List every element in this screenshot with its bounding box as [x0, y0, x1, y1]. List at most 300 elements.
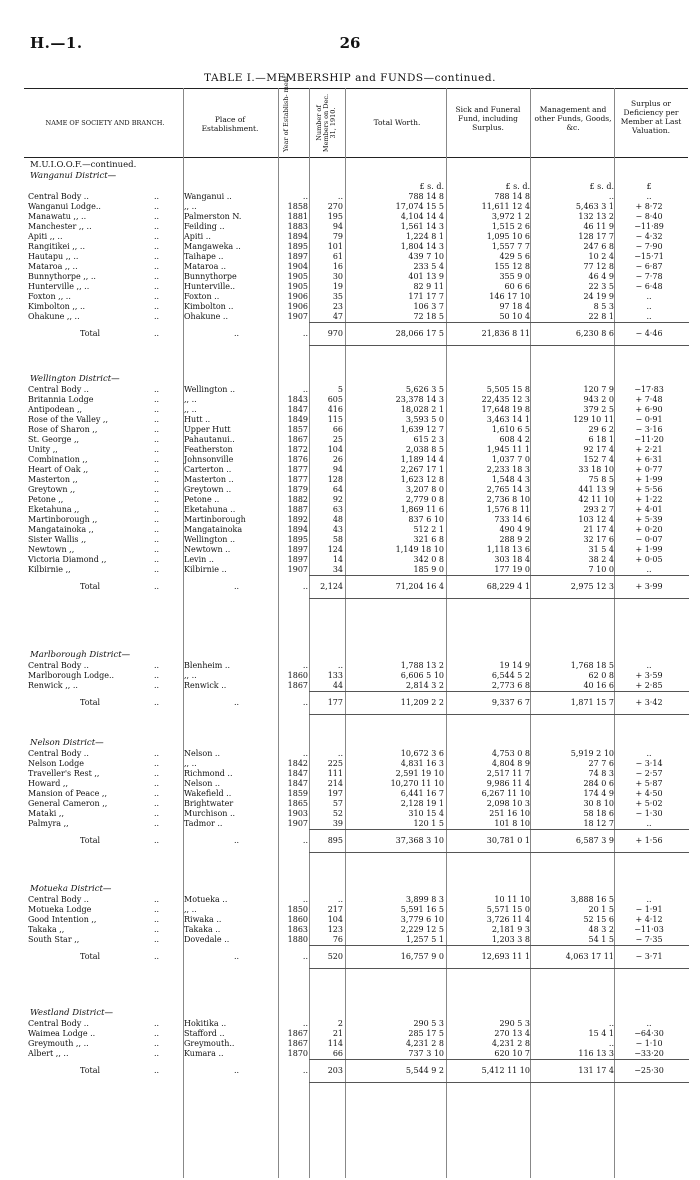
sick-fund-sum: 21,836 8 11 [481, 329, 530, 338]
table-row [24, 405, 688, 415]
total-worth: 4,104 14 4 [400, 212, 444, 221]
total-worth: 401 13 9 [408, 272, 444, 281]
total-worth: 1,149 18 10 [395, 545, 444, 554]
total-rule-bottom [309, 714, 689, 715]
year-established: 1907 [287, 819, 308, 828]
member-count: 2 [337, 1019, 343, 1028]
year-established: 1843 [287, 395, 308, 404]
sick-funeral-fund: 1,118 13 6 [486, 545, 530, 554]
place-of-establishment: Mangatainoka [184, 525, 243, 534]
year-established: 1857 [287, 425, 308, 434]
member-count: 34 [332, 565, 343, 574]
management-fund: 1,768 18 5 [570, 661, 614, 670]
total-worth: 5,591 16 5 [400, 905, 444, 914]
management-fund-sum: 1,871 15 7 [570, 698, 614, 707]
place-of-establishment: Johnsonville [184, 455, 234, 464]
table-row [24, 202, 688, 212]
sick-funeral-fund: 1,037 7 0 [491, 455, 530, 464]
total-worth: 1,257 5 1 [405, 935, 444, 944]
member-count: 225 [327, 759, 343, 768]
society-branch-name: Newtown ,, [28, 545, 75, 554]
col-surplus-header: Surplus or Deficiency per Member at Last Valuation. [620, 99, 682, 135]
management-fund: 10 2 4 [588, 252, 614, 261]
place-of-establishment: Motueka .. [184, 895, 228, 904]
total-worth: 310 15 4 [408, 809, 444, 818]
society-branch-name: Central Body .. [28, 192, 89, 201]
management-fund: 18 12 7 [583, 819, 614, 828]
page-number: 26 [339, 34, 361, 52]
leader-dots: .. [154, 545, 160, 554]
total-worth: 2,591 19 10 [395, 769, 444, 778]
society-branch-name: Kilbirnie ,, [28, 565, 71, 574]
total-year: .. [302, 952, 308, 961]
year-established: 1904 [287, 262, 308, 271]
place-of-establishment: ,, .. [184, 202, 197, 211]
surplus-deficiency: − 7·90 [635, 242, 663, 251]
table-row [24, 935, 688, 945]
member-count: 21 [332, 1029, 343, 1038]
total-worth: 2,267 17 1 [400, 465, 444, 474]
place-of-establishment: Eketahuna .. [184, 505, 236, 514]
sick-funeral-fund: 6,544 5 2 [491, 671, 530, 680]
total-worth: 171 17 7 [408, 292, 444, 301]
total-worth: 321 6 8 [413, 535, 444, 544]
total-worth: 106 3 7 [413, 302, 444, 311]
sick-funeral-fund: 3,972 1 2 [491, 212, 530, 221]
place-of-establishment: Stafford .. [184, 1029, 225, 1038]
management-fund: 58 18 6 [583, 809, 614, 818]
surplus-deficiency: + 6·90 [635, 405, 663, 414]
place-of-establishment: Hokitika .. [184, 1019, 227, 1028]
surplus-deficiency: −64·30 [634, 1029, 664, 1038]
management-fund: 21 17 4 [583, 525, 614, 534]
year-established: 1897 [287, 545, 308, 554]
member-count: 64 [332, 485, 343, 494]
member-count: 25 [332, 435, 343, 444]
surplus-deficiency: .. [646, 565, 652, 574]
sick-funeral-fund: 290 5 3 [499, 1019, 530, 1028]
table-row [24, 292, 688, 302]
place-of-establishment: Kumara .. [184, 1049, 224, 1058]
management-fund: 3,888 16 5 [570, 895, 614, 904]
total-worth: 17,074 15 5 [395, 202, 444, 211]
society-branch-name: Howard ,, [28, 779, 68, 788]
place-of-establishment: Nelson .. [184, 749, 220, 758]
surplus-deficiency: + 5·87 [635, 779, 663, 788]
total-members: 970 [327, 329, 343, 338]
place-of-establishment: ,, .. [184, 395, 197, 404]
surplus-deficiency: −15·71 [634, 252, 664, 261]
sick-funeral-fund: 3,726 11 4 [486, 915, 530, 924]
year-established: .. [302, 895, 308, 904]
year-established: 1877 [287, 475, 308, 484]
member-count: 79 [332, 232, 343, 241]
sick-funeral-fund: 429 5 6 [499, 252, 530, 261]
table-row [24, 465, 688, 475]
management-fund: 74 8 3 [588, 769, 614, 778]
year-established: 1903 [287, 809, 308, 818]
leader-dots: .. [154, 405, 160, 414]
table-row [24, 485, 688, 495]
year-established: 1850 [287, 905, 308, 914]
year-established: 1858 [287, 202, 308, 211]
place-of-establishment: Martinborough [184, 515, 246, 524]
table-row [24, 681, 688, 691]
year-established: 1863 [287, 925, 308, 934]
society-branch-name: Combination ,, [28, 455, 88, 464]
total-row [24, 830, 688, 852]
total-worth-sum: 37,368 3 10 [395, 836, 444, 845]
society-branch-name: Victoria Diamond ,, [28, 555, 107, 564]
management-fund: 152 7 4 [583, 455, 614, 464]
management-fund: 128 17 7 [578, 232, 614, 241]
management-fund: 120 7 9 [583, 385, 614, 394]
member-count: 66 [332, 1049, 343, 1058]
total-worth: 72 18 5 [413, 312, 444, 321]
management-fund: 27 7 6 [588, 759, 614, 768]
table-row [24, 779, 688, 789]
sick-funeral-fund: 1,095 10 6 [486, 232, 530, 241]
total-worth: 1,869 11 6 [400, 505, 444, 514]
member-count: 5 [337, 385, 343, 394]
total-worth: 2,128 19 1 [400, 799, 444, 808]
total-rule-bottom [309, 968, 689, 969]
total-worth: 2,229 12 5 [400, 925, 444, 934]
member-count: 104 [327, 445, 343, 454]
leader-dots: .. [154, 445, 160, 454]
surplus-deficiency: + 4·01 [635, 505, 663, 514]
total-worth: 3,207 8 0 [405, 485, 444, 494]
management-fund-sum: 131 17 4 [578, 1066, 614, 1075]
member-count: 197 [327, 789, 343, 798]
leader-dots: .. [154, 385, 160, 394]
table-row [24, 475, 688, 485]
leader-dots: .. [154, 779, 160, 788]
year-established: 1870 [287, 1049, 308, 1058]
management-fund: 22 3 5 [588, 282, 614, 291]
member-count: 16 [332, 262, 343, 271]
sick-funeral-fund: 2,181 9 3 [491, 925, 530, 934]
leader-dots: .. [154, 1039, 160, 1048]
table-row [24, 535, 688, 545]
table-row [24, 272, 688, 282]
surplus-deficiency: + 3·59 [635, 671, 663, 680]
member-count: 48 [332, 515, 343, 524]
management-fund: 293 2 7 [583, 505, 614, 514]
col-mgmt-fund-header: Management and other Funds, Goods, &c. [534, 105, 612, 132]
society-branch-name: Apiti ,, .. [28, 232, 63, 241]
place-of-establishment: Takaka .. [184, 925, 221, 934]
sick-funeral-fund: 1,576 8 11 [486, 505, 530, 514]
total-worth-sum: 16,757 9 0 [400, 952, 444, 961]
leader-dots: .. [154, 1049, 160, 1058]
society-branch-name: Rangitikei ,, .. [28, 242, 85, 251]
leader-dots: .. [154, 475, 160, 484]
year-established: 1906 [287, 302, 308, 311]
report-id: H.—1. [30, 34, 83, 52]
year-established: 1865 [287, 799, 308, 808]
place-of-establishment: Featherston [184, 445, 233, 454]
total-label: Total [80, 1066, 101, 1075]
table-row [24, 671, 688, 681]
surplus-deficiency: − 3·14 [635, 759, 663, 768]
leader-dots: .. [154, 485, 160, 494]
leader-dots: .. [154, 272, 160, 281]
surplus-average: −25·30 [634, 1066, 664, 1075]
total-worth: 6,441 16 7 [400, 789, 444, 798]
sick-fund-sum: 9,337 6 7 [491, 698, 530, 707]
table-row [24, 789, 688, 799]
total-year: .. [302, 582, 308, 591]
sick-funeral-fund: 60 6 6 [504, 282, 530, 291]
management-fund: 38 2 4 [588, 555, 614, 564]
society-branch-name: Rose of the Valley ,, [28, 415, 108, 424]
district-section [24, 884, 688, 969]
management-fund-sum: 6,230 8 6 [575, 329, 614, 338]
total-worth: 342 0 8 [413, 555, 444, 564]
surplus-deficiency: − 1·10 [635, 1039, 663, 1048]
leader-dots: .. [154, 925, 160, 934]
table-row [24, 232, 688, 242]
sick-funeral-fund: 1,610 6 5 [491, 425, 530, 434]
surplus-deficiency: + 5·02 [635, 799, 663, 808]
leader-dots: .. [154, 535, 160, 544]
sick-funeral-fund: 1,945 11 1 [486, 445, 530, 454]
society-branch-name: Central Body .. [28, 895, 89, 904]
place-of-establishment: Masterton .. [184, 475, 234, 484]
leader-dots: .. [154, 222, 160, 231]
district-section [24, 160, 688, 346]
sick-funeral-fund: 4,804 8 9 [491, 759, 530, 768]
leader-dots: .. [154, 582, 160, 591]
sick-funeral-fund: 2,773 6 8 [491, 681, 530, 690]
table-row [24, 192, 688, 202]
total-rule-bottom [309, 345, 689, 346]
society-branch-name: Albert ,, .. [28, 1049, 69, 1058]
leader-dots: .. [154, 759, 160, 768]
year-established: 1842 [287, 759, 308, 768]
table-row [24, 905, 688, 915]
sick-funeral-fund: 2,233 18 3 [486, 465, 530, 474]
place-of-establishment: Nelson .. [184, 779, 220, 788]
management-fund: 22 8 1 [588, 312, 614, 321]
leader-dots: .. [154, 505, 160, 514]
place-of-establishment: ,, .. [184, 759, 197, 768]
table-row [24, 455, 688, 465]
management-fund: 8 5 3 [593, 302, 614, 311]
sick-funeral-fund: 9,986 11 4 [486, 779, 530, 788]
year-established: 1897 [287, 252, 308, 261]
surplus-deficiency: − 0·91 [635, 415, 663, 424]
total-worth: 1,224 8 1 [405, 232, 444, 241]
surplus-deficiency: .. [646, 819, 652, 828]
management-fund-sum: 6,587 3 9 [575, 836, 614, 845]
society-heading: M.U.I.O.O.F.—continued. [30, 160, 137, 170]
col-total-worth-header: Total Worth. [373, 118, 421, 127]
surplus-deficiency: − 8·40 [635, 212, 663, 221]
member-count: .. [337, 661, 343, 670]
total-row [24, 323, 688, 345]
district-title: Nelson District— [30, 738, 104, 748]
surplus-deficiency: .. [646, 749, 652, 758]
society-branch-name: Unity ,, [28, 445, 58, 454]
table-title: TABLE I.—MEMBERSHIP and FUNDS—continued. [204, 72, 496, 84]
table-row [24, 749, 688, 759]
table-row [24, 252, 688, 262]
management-fund: 62 0 8 [588, 671, 614, 680]
year-established: 1847 [287, 769, 308, 778]
society-branch-name: Central Body .. [28, 385, 89, 394]
leader-dots: .. [154, 242, 160, 251]
management-fund: 116 13 3 [578, 1049, 614, 1058]
table-row [24, 302, 688, 312]
surplus-deficiency: + 5·56 [635, 485, 663, 494]
member-count: 14 [332, 555, 343, 564]
table-row [24, 445, 688, 455]
member-count: 52 [332, 809, 343, 818]
total-worth: 737 3 10 [408, 1049, 444, 1058]
member-count: 104 [327, 915, 343, 924]
management-fund: 6 18 1 [588, 435, 614, 444]
year-established: 1882 [287, 495, 308, 504]
society-branch-name: Greymouth ,, .. [28, 1039, 89, 1048]
place-of-establishment: Wanganui .. [184, 192, 232, 201]
table-row [24, 555, 688, 565]
table-row [24, 505, 688, 515]
place-of-establishment: Renwick .. [184, 681, 227, 690]
society-branch-name: Mataroa ,, .. [28, 262, 78, 271]
member-count: 123 [327, 925, 343, 934]
table-row [24, 925, 688, 935]
management-fund-sum: 4,063 17 11 [565, 952, 614, 961]
total-worth: 10,672 3 6 [400, 749, 444, 758]
total-worth-sum: 5,544 9 2 [405, 1066, 444, 1075]
leader-dots: .. [154, 749, 160, 758]
total-worth: 788 14 8 [408, 192, 444, 201]
year-established: 1849 [287, 415, 308, 424]
leader-dots: .. [154, 302, 160, 311]
sick-funeral-fund: 97 18 4 [499, 302, 530, 311]
member-count: 23 [332, 302, 343, 311]
district-title: Marlborough District— [30, 650, 131, 660]
sick-funeral-fund: 788 14 8 [494, 192, 530, 201]
management-fund: 174 4 9 [583, 789, 614, 798]
table-row [24, 915, 688, 925]
member-count: 47 [332, 312, 343, 321]
surplus-average: − 3·71 [635, 952, 663, 961]
table-row [24, 525, 688, 535]
leader-dots: .. [154, 415, 160, 424]
sick-funeral-fund: 620 10 7 [494, 1049, 530, 1058]
district-title: Wanganui District— [30, 171, 117, 181]
leader-dots: .. [154, 515, 160, 524]
society-branch-name: Mangatainoka ,, [28, 525, 94, 534]
total-year: .. [302, 1066, 308, 1075]
place-of-establishment: Carterton .. [184, 465, 232, 474]
sick-funeral-fund: 101 8 10 [494, 819, 530, 828]
member-count: 133 [327, 671, 343, 680]
leader-dots: .. [154, 192, 160, 201]
sick-funeral-fund: 5,505 15 8 [486, 385, 530, 394]
surplus-deficiency: − 7·78 [635, 272, 663, 281]
management-fund: 48 3 2 [588, 925, 614, 934]
management-fund: 33 18 10 [578, 465, 614, 474]
management-fund: 284 0 6 [583, 779, 614, 788]
total-members: 2,124 [320, 582, 343, 591]
member-count: 115 [327, 415, 343, 424]
year-established: 1867 [287, 1039, 308, 1048]
place-of-establishment: Newtown .. [184, 545, 231, 554]
leader-dots: .. [154, 915, 160, 924]
year-established: 1897 [287, 555, 308, 564]
place-of-establishment: Murchison .. [184, 809, 236, 818]
year-established: 1906 [287, 292, 308, 301]
sick-funeral-fund: 303 18 4 [494, 555, 530, 564]
leader-dots: .. [154, 252, 160, 261]
year-established: .. [302, 749, 308, 758]
management-fund: 129 10 11 [573, 415, 614, 424]
sick-funeral-fund: 251 16 10 [489, 809, 530, 818]
year-established: 1867 [287, 681, 308, 690]
member-count: 30 [332, 272, 343, 281]
management-fund: 441 13 9 [578, 485, 614, 494]
year-established: 1847 [287, 779, 308, 788]
total-worth: 233 5 4 [413, 262, 444, 271]
total-worth: 512 2 1 [413, 525, 444, 534]
table-row [24, 312, 688, 322]
society-branch-name: Central Body .. [28, 1019, 89, 1028]
leader-dots: .. [154, 425, 160, 434]
society-branch-name: Rose of Sharon ,, [28, 425, 98, 434]
management-fund-sum: 2,975 12 3 [570, 582, 614, 591]
management-fund: 40 16 6 [583, 681, 614, 690]
leader-dots: .. [154, 935, 160, 944]
leader-dots: .. [154, 952, 160, 961]
col-place-header: Place of Establishment. [201, 115, 259, 133]
society-branch-name: Masterton ,, [28, 475, 78, 484]
leader-dots: .. [154, 769, 160, 778]
society-branch-name: Traveller's Rest ,, [28, 769, 100, 778]
society-branch-name: Mataki ,, [28, 809, 64, 818]
col-members-header: Number of Members on Dec. 31, 1910. [315, 93, 337, 153]
year-established: 1895 [287, 535, 308, 544]
sick-funeral-fund: 1,515 2 6 [491, 222, 530, 231]
member-count: 61 [332, 252, 343, 261]
society-branch-name: Greytown ,, [28, 485, 76, 494]
total-worth: 10,270 11 10 [390, 779, 444, 788]
total-worth: 615 2 3 [413, 435, 444, 444]
year-established: 1894 [287, 232, 308, 241]
member-count: 26 [332, 455, 343, 464]
total-worth: 82 9 11 [413, 282, 444, 291]
total-year: .. [302, 698, 308, 707]
leader-dots: .. [154, 905, 160, 914]
total-worth-sum: 28,066 17 5 [395, 329, 444, 338]
table-row [24, 545, 688, 555]
sick-funeral-fund: 19 14 9 [499, 661, 530, 670]
sick-funeral-fund: 355 9 0 [499, 272, 530, 281]
management-fund: 5,919 2 10 [570, 749, 614, 758]
total-worth: 2,779 0 8 [405, 495, 444, 504]
place-of-establishment: Kimbolton .. [184, 302, 234, 311]
management-fund: .. [608, 1039, 614, 1048]
place-of-establishment: Richmond .. [184, 769, 233, 778]
sick-funeral-fund: 4,753 0 8 [491, 749, 530, 758]
total-worth: 185 9 0 [413, 565, 444, 574]
surplus-deficiency: −33·20 [634, 1049, 664, 1058]
year-established: 1872 [287, 445, 308, 454]
year-established: 1881 [287, 212, 308, 221]
